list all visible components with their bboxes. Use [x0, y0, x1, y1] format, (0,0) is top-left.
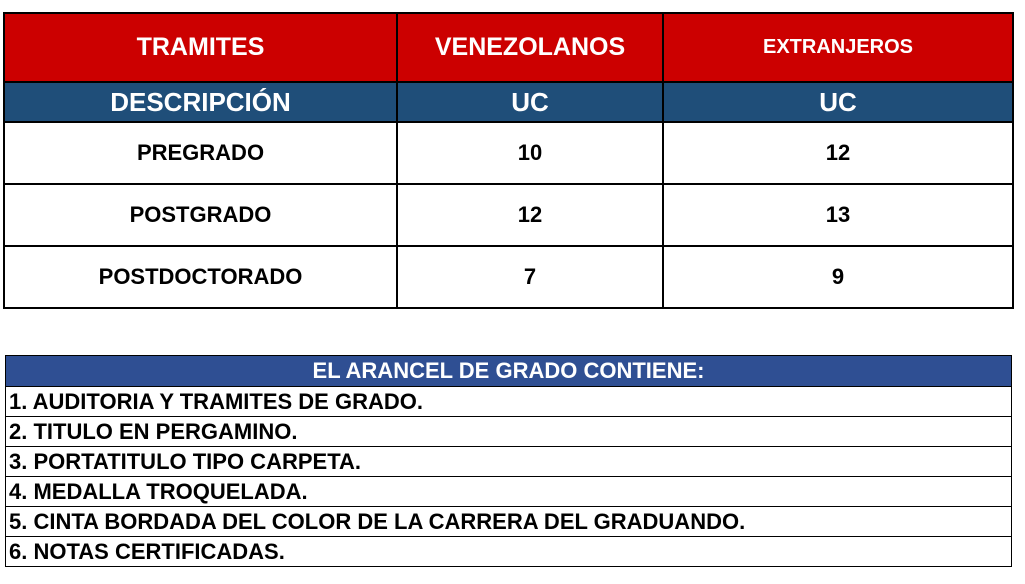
list-item	[6, 417, 1012, 447]
list-item	[6, 477, 1012, 507]
fees-subheader-row	[4, 82, 1013, 122]
list-item-text: 2. TITULO EN PERGAMINO.	[6, 417, 1012, 447]
fees-header-row	[4, 13, 1013, 82]
table-row	[4, 122, 1013, 184]
list-item-text: 3. PORTATITULO TIPO CARPETA.	[6, 447, 1012, 477]
contents-list	[5, 355, 1012, 567]
header-tramites: TRAMITES	[4, 13, 397, 82]
list-item	[6, 387, 1012, 417]
row-venezolanos-value: 7	[397, 246, 663, 308]
list-item-text: 4. MEDALLA TROQUELADA.	[6, 477, 1012, 507]
list-item	[6, 447, 1012, 477]
table-row	[4, 184, 1013, 246]
fees-table	[3, 12, 1014, 309]
row-description: POSTDOCTORADO	[4, 246, 397, 308]
row-description: PREGRADO	[4, 122, 397, 184]
row-venezolanos-value: 12	[397, 184, 663, 246]
list-item	[6, 507, 1012, 537]
contents-title: EL ARANCEL DE GRADO CONTIENE:	[6, 356, 1012, 387]
row-extranjeros-value: 13	[663, 184, 1013, 246]
subheader-descripcion: DESCRIPCIÓN	[4, 82, 397, 122]
subheader-uc-venezolanos: UC	[397, 82, 663, 122]
subheader-uc-extranjeros: UC	[663, 82, 1013, 122]
row-description: POSTGRADO	[4, 184, 397, 246]
row-extranjeros-value: 9	[663, 246, 1013, 308]
contents-title-row	[6, 356, 1012, 387]
row-venezolanos-value: 10	[397, 122, 663, 184]
table-row	[4, 246, 1013, 308]
list-item-text: 1. AUDITORIA Y TRAMITES DE GRADO.	[6, 387, 1012, 417]
list-item-text: 5. CINTA BORDADA DEL COLOR DE LA CARRERA DEL GRADUANDO.	[6, 507, 1012, 537]
list-item-text: 6. NOTAS CERTIFICADAS.	[6, 537, 1012, 567]
row-extranjeros-value: 12	[663, 122, 1013, 184]
list-item	[6, 537, 1012, 567]
header-extranjeros: EXTRANJEROS	[663, 13, 1013, 82]
header-venezolanos: VENEZOLANOS	[397, 13, 663, 82]
